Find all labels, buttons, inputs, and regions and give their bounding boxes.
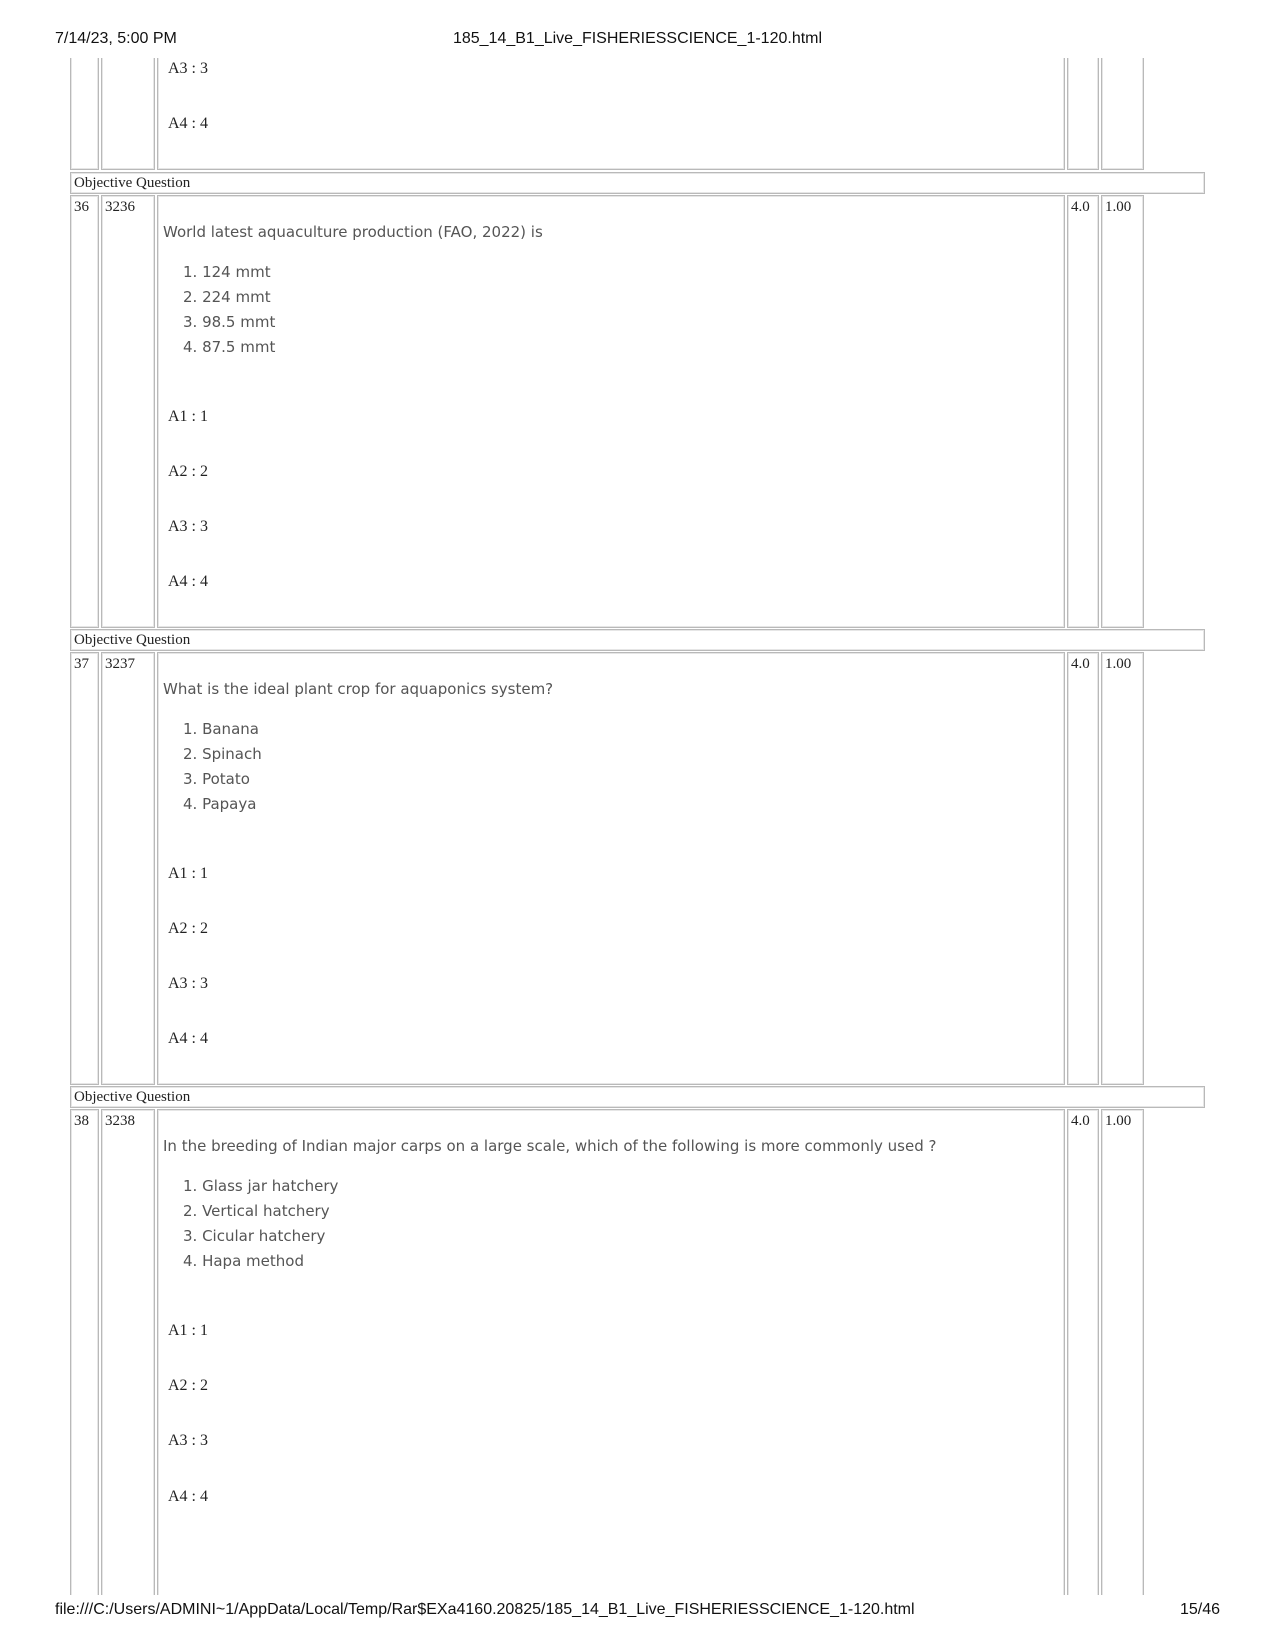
option-item: 4. Hapa method — [183, 1252, 304, 1270]
question-marks: 4.0 — [1067, 1109, 1099, 1595]
section-label: Objective Question — [70, 629, 1205, 651]
option-item: 3. Potato — [183, 770, 250, 788]
option-item: 1. 124 mmt — [183, 263, 271, 281]
section-label: Objective Question — [70, 1086, 1205, 1108]
question-text: World latest aquaculture production (FAO, 2022) is — [163, 223, 543, 241]
print-page-indicator: 15/46 — [1179, 1601, 1220, 1618]
option-item: 4. 87.5 mmt — [183, 338, 276, 356]
negative-marks-cell — [1101, 58, 1144, 170]
question-negative-marks: 1.00 — [1101, 652, 1144, 1085]
answer-line: A3 : 3 — [168, 518, 208, 535]
question-id: 3237 — [101, 652, 155, 1085]
question-negative-marks: 1.00 — [1101, 195, 1144, 628]
question-body-cell — [157, 195, 1065, 628]
option-item: 1. Glass jar hatchery — [183, 1177, 339, 1195]
answer-line: A4 : 4 — [168, 573, 208, 590]
option-item: 4. Papaya — [183, 795, 257, 813]
options-list — [183, 719, 262, 819]
question-text: In the breeding of Indian major carps on a large scale, which of the following is more commonly used ? — [163, 1137, 937, 1155]
section-label: Objective Question — [70, 172, 1205, 194]
option-item: 2. Vertical hatchery — [183, 1202, 330, 1220]
question-serial: 37 — [70, 652, 99, 1085]
answer-line: A1 : 1 — [168, 1322, 208, 1339]
print-footer — [0, 1601, 1275, 1623]
answer-line: A2 : 2 — [168, 1377, 208, 1394]
question-serial: 36 — [70, 195, 99, 628]
question-id: 3236 — [101, 195, 155, 628]
answer-line: A3 : 3 — [168, 1432, 208, 1449]
question-serial: 38 — [70, 1109, 99, 1595]
serial-cell — [70, 58, 99, 170]
option-item: 1. Banana — [183, 720, 259, 738]
option-item: 2. Spinach — [183, 745, 262, 763]
print-header — [0, 30, 1275, 52]
option-item: 3. Cicular hatchery — [183, 1227, 326, 1245]
question-id-cell — [101, 58, 155, 170]
question-sheet — [70, 58, 1205, 1595]
question-marks: 4.0 — [1067, 652, 1099, 1085]
options-list — [183, 1176, 338, 1276]
print-document-title: 185_14_B1_Live_FISHERIESSCIENCE_1-120.html — [452, 30, 823, 47]
print-datetime: 7/14/23, 5:00 PM — [55, 30, 177, 47]
question-body-cell — [157, 1109, 1065, 1595]
options-list — [183, 262, 275, 362]
marks-cell — [1067, 58, 1099, 170]
print-file-url: file:///C:/Users/ADMINI~1/AppData/Local/Temp/Rar$EXa4160.20825/185_14_B1_Live_FISHERIESSCIENCE_1-120.html — [55, 1601, 915, 1618]
answer-line: A3 : 3 — [168, 60, 208, 77]
answer-line: A4 : 4 — [168, 115, 208, 132]
option-item: 2. 224 mmt — [183, 288, 271, 306]
answer-line: A2 : 2 — [168, 463, 208, 480]
question-negative-marks: 1.00 — [1101, 1109, 1144, 1595]
question-id: 3238 — [101, 1109, 155, 1595]
option-item: 3. 98.5 mmt — [183, 313, 276, 331]
question-body-cell — [157, 58, 1065, 170]
answer-line: A1 : 1 — [168, 408, 208, 425]
answer-line: A3 : 3 — [168, 975, 208, 992]
question-marks: 4.0 — [1067, 195, 1099, 628]
answer-line: A1 : 1 — [168, 865, 208, 882]
answer-line: A2 : 2 — [168, 920, 208, 937]
answer-line: A4 : 4 — [168, 1488, 208, 1505]
question-body-cell — [157, 652, 1065, 1085]
question-text: What is the ideal plant crop for aquaponics system? — [163, 680, 554, 698]
answer-line: A4 : 4 — [168, 1030, 208, 1047]
